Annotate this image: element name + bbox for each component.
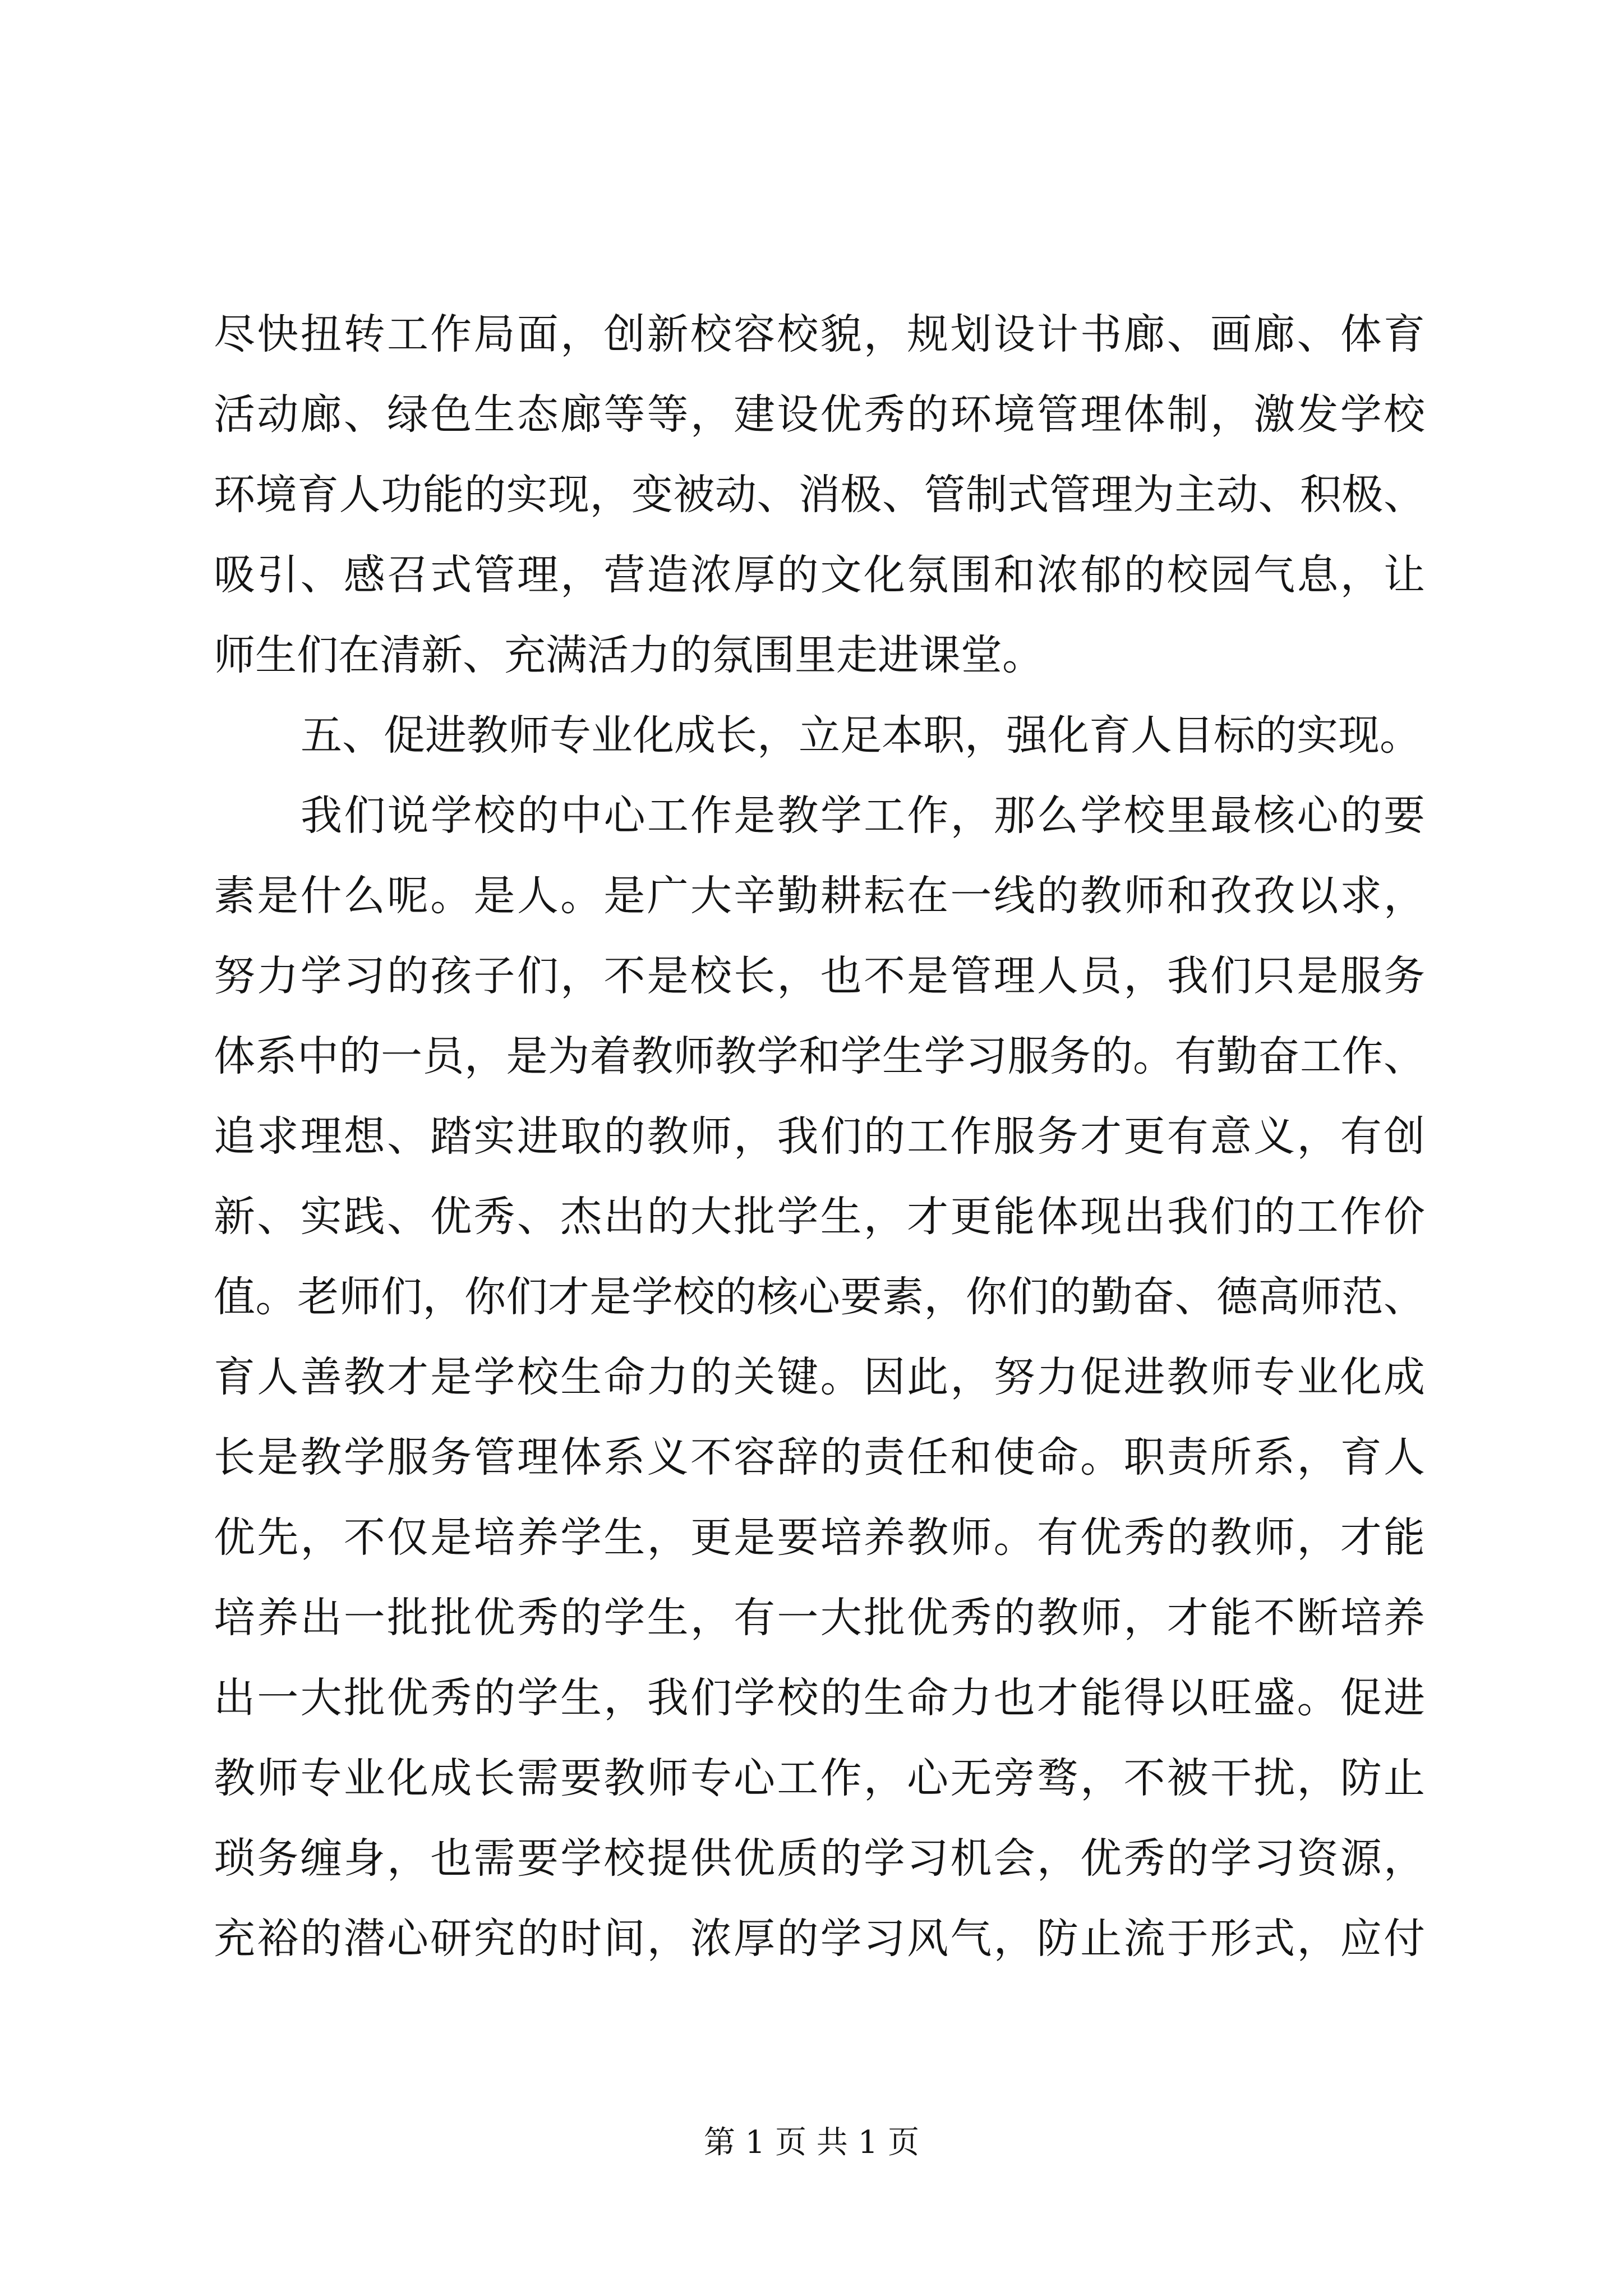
text-line: 新、实践、优秀、杰出的大批学生，才更能体现出我们的工作价 — [214, 1193, 1425, 1241]
text-line: 师生们在清新、充满活力的氛围里走进课堂。 — [214, 631, 1044, 679]
text-line: 素是什么呢。是人。是广大辛勤耕耘在一线的教师和孜孜以求， — [214, 872, 1425, 920]
text-line: 追求理想、踏实进取的教师，我们的工作服务才更有意义，有创 — [214, 1112, 1425, 1161]
text-line: 努力学习的孩子们，不是校长，也不是管理人员，我们只是服务 — [214, 952, 1425, 1000]
text-line: 体系中的一员，是为着教师教学和学生学习服务的。有勤奋工作、 — [214, 1032, 1425, 1080]
page-number: 第 1 页 共 1 页 — [703, 2124, 920, 2161]
text-line: 长是教学服务管理体系义不容辞的责任和使命。职责所系，育人 — [214, 1433, 1425, 1481]
text-line: 值。老师们，你们才是学校的核心要素，你们的勤奋、德高师范、 — [214, 1273, 1425, 1321]
section-heading: 五、促进教师专业化成长，立足本职，强化育人目标的实现。 — [301, 711, 1421, 760]
page-footer — [0, 2123, 1623, 2162]
text-line: 环境育人功能的实现，变被动、消极、管制式管理为主动、积极、 — [214, 471, 1425, 519]
text-line: 活动廊、绿色生态廊等等，建设优秀的环境管理体制，激发学校 — [214, 390, 1425, 439]
text-line: 出一大批优秀的学生，我们学校的生命力也才能得以旺盛。促进 — [214, 1674, 1425, 1722]
text-line: 我们说学校的中心工作是教学工作，那么学校里最核心的要 — [301, 792, 1425, 840]
text-line: 培养出一批批优秀的学生，有一大批优秀的教师，才能不断培养 — [214, 1594, 1425, 1642]
text-line: 吸引、感召式管理，营造浓厚的文化氛围和浓郁的校园气息，让 — [214, 551, 1425, 599]
text-line: 尽快扭转工作局面，创新校容校貌，规划设计书廊、画廊、体育 — [214, 310, 1425, 358]
body-text — [214, 295, 1425, 1979]
text-line: 优先，不仅是培养学生，更是要培养教师。有优秀的教师，才能 — [214, 1513, 1425, 1562]
text-line: 充裕的潜心研究的时间，浓厚的学习风气，防止流于形式，应付 — [214, 1915, 1425, 1963]
text-line: 琐务缠身，也需要学校提供优质的学习机会，优秀的学习资源， — [214, 1834, 1425, 1883]
text-line: 育人善教才是学校生命力的关键。因此，努力促进教师专业化成 — [214, 1353, 1425, 1401]
text-line: 教师专业化成长需要教师专心工作，心无旁骛，不被干扰，防止 — [214, 1754, 1425, 1802]
